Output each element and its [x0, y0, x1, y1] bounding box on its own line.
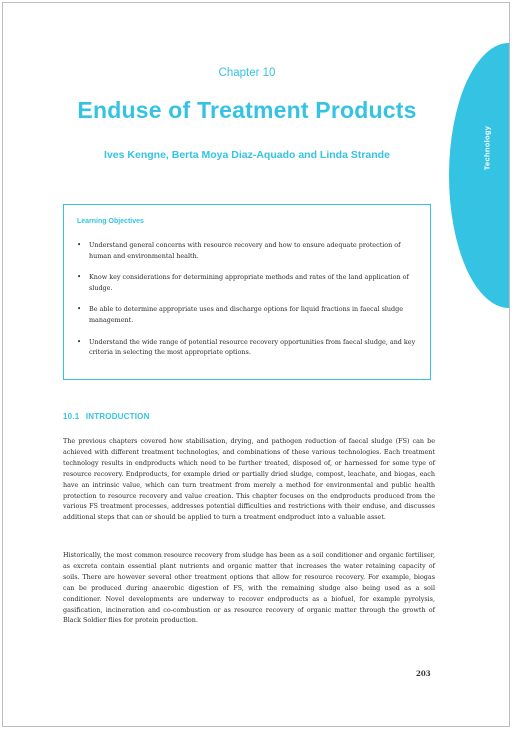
section-number: 10.1: [63, 412, 80, 421]
objective-text: Be able to determine appropriate uses and discharge options for liquid fractions in faecal sludge management.: [89, 305, 404, 324]
section-side-tab: [449, 43, 510, 308]
objective-item: [77, 337, 423, 358]
body-paragraph: The previous chapters covered how stabilisation, drying, and pathogen reduction of faecal sludge (FS) can be achieved with different treatment technologies, and combinations of these various technologies. Each treatment technology results in endproducts which need to be further treated, disposed of, or harnessed for some type of resource recovery. Endproducts, for example dried or partially dried sludge, compost, leachate, and biogas, each have an intrinsic value, which can turn treatment from merely a method for environmental and public health protection to resource recovery and value creation. This chapter focuses on the endproducts produced from the various FS treatment processes, addresses potential difficulties and restrictions with their enduse, and discusses additional steps that can or should be applied to turn a treatment endproduct into a valuable asset.: [63, 437, 435, 522]
chapter-authors: Ives Kengne, Berta Moya Diaz-Aquado and Linda Strande: [104, 149, 390, 161]
learning-objectives-list: [77, 240, 423, 369]
body-paragraph: Historically, the most common resource recovery from sludge has been as a soil conditioner and organic fertiliser, as excreta contain essential plant nutrients and organic matter that increases the water retaining capacity of soils. There are however several other treatment options that allow for resource recovery. For example, biogas can be produced during anaerobic digestion of FS, with the remaining sludge also being used as a soil conditioner. Novel developments are underway to recover endproducts as a biofuel, for example pyrolysis, gasification, incineration and co-combustion or as resource recovery of organic matter through the growth of Black Soldier flies for protein production.: [63, 551, 435, 625]
objective-text: Understand general concerns with resource recovery and how to ensure adequate protection of human and environmental health.: [89, 241, 401, 260]
bullet-icon: •: [77, 241, 82, 249]
objective-text: Know key considerations for determining appropriate methods and rates of the land application of sludge.: [89, 273, 409, 292]
page-number: 203: [416, 669, 431, 678]
objective-item: [77, 304, 423, 325]
chapter-label: Chapter 10: [218, 67, 276, 79]
learning-objectives-box: [63, 204, 431, 380]
section-heading: [63, 412, 150, 421]
learning-objectives-heading: Learning Objectives: [77, 218, 144, 225]
bullet-icon: •: [77, 273, 82, 282]
objective-item: [77, 240, 423, 261]
objective-item: [77, 272, 423, 293]
bullet-icon: •: [77, 305, 82, 314]
section-title: INTRODUCTION: [85, 412, 150, 421]
document-page: [2, 2, 510, 727]
bullet-icon: •: [77, 337, 82, 346]
chapter-title: Enduse of Treatment Products: [77, 97, 417, 123]
objective-text: Understand the wide range of potential resource recovery opportunities from faecal sludge, and key criteria in selecting the most appropriate options.: [89, 337, 416, 357]
side-tab-label: Technology: [482, 125, 492, 171]
